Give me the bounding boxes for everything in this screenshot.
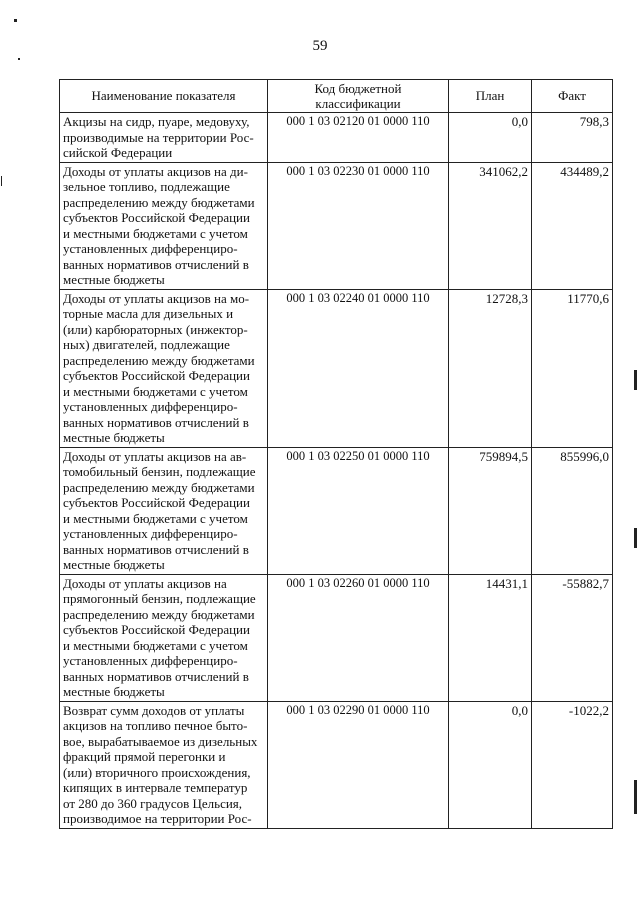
row-plan-value: 12728,3 xyxy=(449,289,532,447)
row-budget-code: 000 1 03 02290 01 0000 110 xyxy=(268,701,449,828)
table-row xyxy=(60,113,613,163)
indicator-name-line: распределению между бюджетами xyxy=(63,194,255,210)
row-fact-value: 855996,0 xyxy=(532,447,613,574)
row-indicator-name xyxy=(60,574,268,701)
row-indicator-name xyxy=(60,447,268,574)
scan-mark-right-2 xyxy=(634,528,637,548)
row-fact-value: 798,3 xyxy=(532,113,613,163)
table-header-row xyxy=(60,80,613,113)
indicator-name-line: торные масла для дизельных и xyxy=(63,306,234,321)
scan-mark-left-bottom xyxy=(18,58,20,60)
indicator-name-line: Доходы от уплаты акцизов на мо- xyxy=(63,290,250,306)
indicator-name-line: вое, вырабатываемое из дизельных xyxy=(63,733,258,749)
indicator-name-line: установленных дифференциро- xyxy=(63,526,238,541)
row-budget-code: 000 1 03 02240 01 0000 110 xyxy=(268,289,449,447)
row-plan-value: 14431,1 xyxy=(449,574,532,701)
table-row xyxy=(60,289,613,447)
row-indicator-name xyxy=(60,701,268,828)
table-row xyxy=(60,162,613,289)
row-indicator-name xyxy=(60,162,268,289)
indicator-name-line: местные бюджеты xyxy=(63,272,165,287)
scan-mark-left-top xyxy=(14,19,17,22)
indicator-name-line: прямогонный бензин, подлежащие xyxy=(63,591,256,606)
indicator-name-line: фракций прямой перегонки и xyxy=(63,749,226,764)
header-name: Наименование показателя xyxy=(60,80,268,113)
indicator-name-line: и местными бюджетами с учетом xyxy=(63,383,248,399)
indicator-name-line: томобильный бензин, подлежащие xyxy=(63,464,256,479)
row-budget-code: 000 1 03 02120 01 0000 110 xyxy=(268,113,449,163)
row-plan-value: 0,0 xyxy=(449,701,532,828)
row-budget-code: 000 1 03 02230 01 0000 110 xyxy=(268,162,449,289)
indicator-name-line: распределению между бюджетами xyxy=(63,479,255,495)
row-budget-code: 000 1 03 02250 01 0000 110 xyxy=(268,447,449,574)
indicator-name-line: субъектов Российской Федерации xyxy=(63,622,250,637)
budget-table xyxy=(59,79,613,829)
indicator-name-line: зельное топливо, подлежащие xyxy=(63,179,230,194)
indicator-name-line: Акцизы на сидр, пуаре, медовуху, xyxy=(63,114,250,129)
row-indicator-name xyxy=(60,113,268,163)
indicator-name-line: (или) карбюраторных (инжектор- xyxy=(63,321,248,337)
indicator-name-line: ванных нормативов отчислений в xyxy=(63,414,249,430)
indicator-name-line: субъектов Российской Федерации xyxy=(63,495,250,510)
indicator-name-line: ванных нормативов отчислений в xyxy=(63,541,249,557)
row-budget-code: 000 1 03 02260 01 0000 110 xyxy=(268,574,449,701)
indicator-name-line: распределению между бюджетами xyxy=(63,606,255,622)
row-plan-value: 341062,2 xyxy=(449,162,532,289)
indicator-name-line: местные бюджеты xyxy=(63,684,165,699)
indicator-name-line: кипящих в интервале температур xyxy=(63,780,248,795)
indicator-name-line: и местными бюджетами с учетом xyxy=(63,225,248,241)
indicator-name-line: Возврат сумм доходов от уплаты xyxy=(63,702,245,718)
indicator-name-line: ванных нормативов отчислений в xyxy=(63,256,249,272)
scan-mark-left-edge xyxy=(1,176,2,186)
indicator-name-line: Доходы от уплаты акцизов на ав- xyxy=(63,448,247,464)
indicator-name-line: субъектов Российской Федерации xyxy=(63,368,250,383)
table-row xyxy=(60,574,613,701)
table-row xyxy=(60,701,613,828)
indicator-name-line: ных) двигателей, подлежащие xyxy=(63,337,230,352)
indicator-name-line: (или) вторичного происхождения, xyxy=(63,764,251,780)
indicator-name-line: Доходы от уплаты акцизов на ди- xyxy=(63,163,248,179)
indicator-name-line: производимые на территории Рос- xyxy=(63,129,254,145)
row-plan-value: 759894,5 xyxy=(449,447,532,574)
indicator-name-line: субъектов Российской Федерации xyxy=(63,210,250,225)
header-plan: План xyxy=(449,80,532,113)
header-fact: Факт xyxy=(532,80,613,113)
indicator-name-line: установленных дифференциро- xyxy=(63,653,238,668)
indicator-name-line: ванных нормативов отчислений в xyxy=(63,668,249,684)
header-code: Код бюджетной классификации xyxy=(268,80,449,113)
indicator-name-line: установленных дифференциро- xyxy=(63,399,238,414)
indicator-name-line: производимое на территории Рос- xyxy=(63,811,252,826)
indicator-name-line: местные бюджеты xyxy=(63,557,165,572)
indicator-name-line: от 280 до 360 градусов Цельсия, xyxy=(63,795,243,811)
row-indicator-name xyxy=(60,289,268,447)
row-fact-value: 434489,2 xyxy=(532,162,613,289)
row-fact-value: -1022,2 xyxy=(532,701,613,828)
indicator-name-line: сийской Федерации xyxy=(63,145,173,160)
scan-mark-right-1 xyxy=(634,370,637,390)
row-fact-value: 11770,6 xyxy=(532,289,613,447)
indicator-name-line: акцизов на топливо печное быто- xyxy=(63,718,248,733)
indicator-name-line: установленных дифференциро- xyxy=(63,241,238,256)
indicator-name-line: и местными бюджетами с учетом xyxy=(63,637,248,653)
indicator-name-line: Доходы от уплаты акцизов на xyxy=(63,575,227,591)
row-fact-value: -55882,7 xyxy=(532,574,613,701)
indicator-name-line: и местными бюджетами с учетом xyxy=(63,510,248,526)
indicator-name-line: местные бюджеты xyxy=(63,430,165,445)
scan-mark-right-3 xyxy=(634,780,637,814)
indicator-name-line: распределению между бюджетами xyxy=(63,352,255,368)
table-row xyxy=(60,447,613,574)
row-plan-value: 0,0 xyxy=(449,113,532,163)
page-number: 59 xyxy=(312,38,328,54)
